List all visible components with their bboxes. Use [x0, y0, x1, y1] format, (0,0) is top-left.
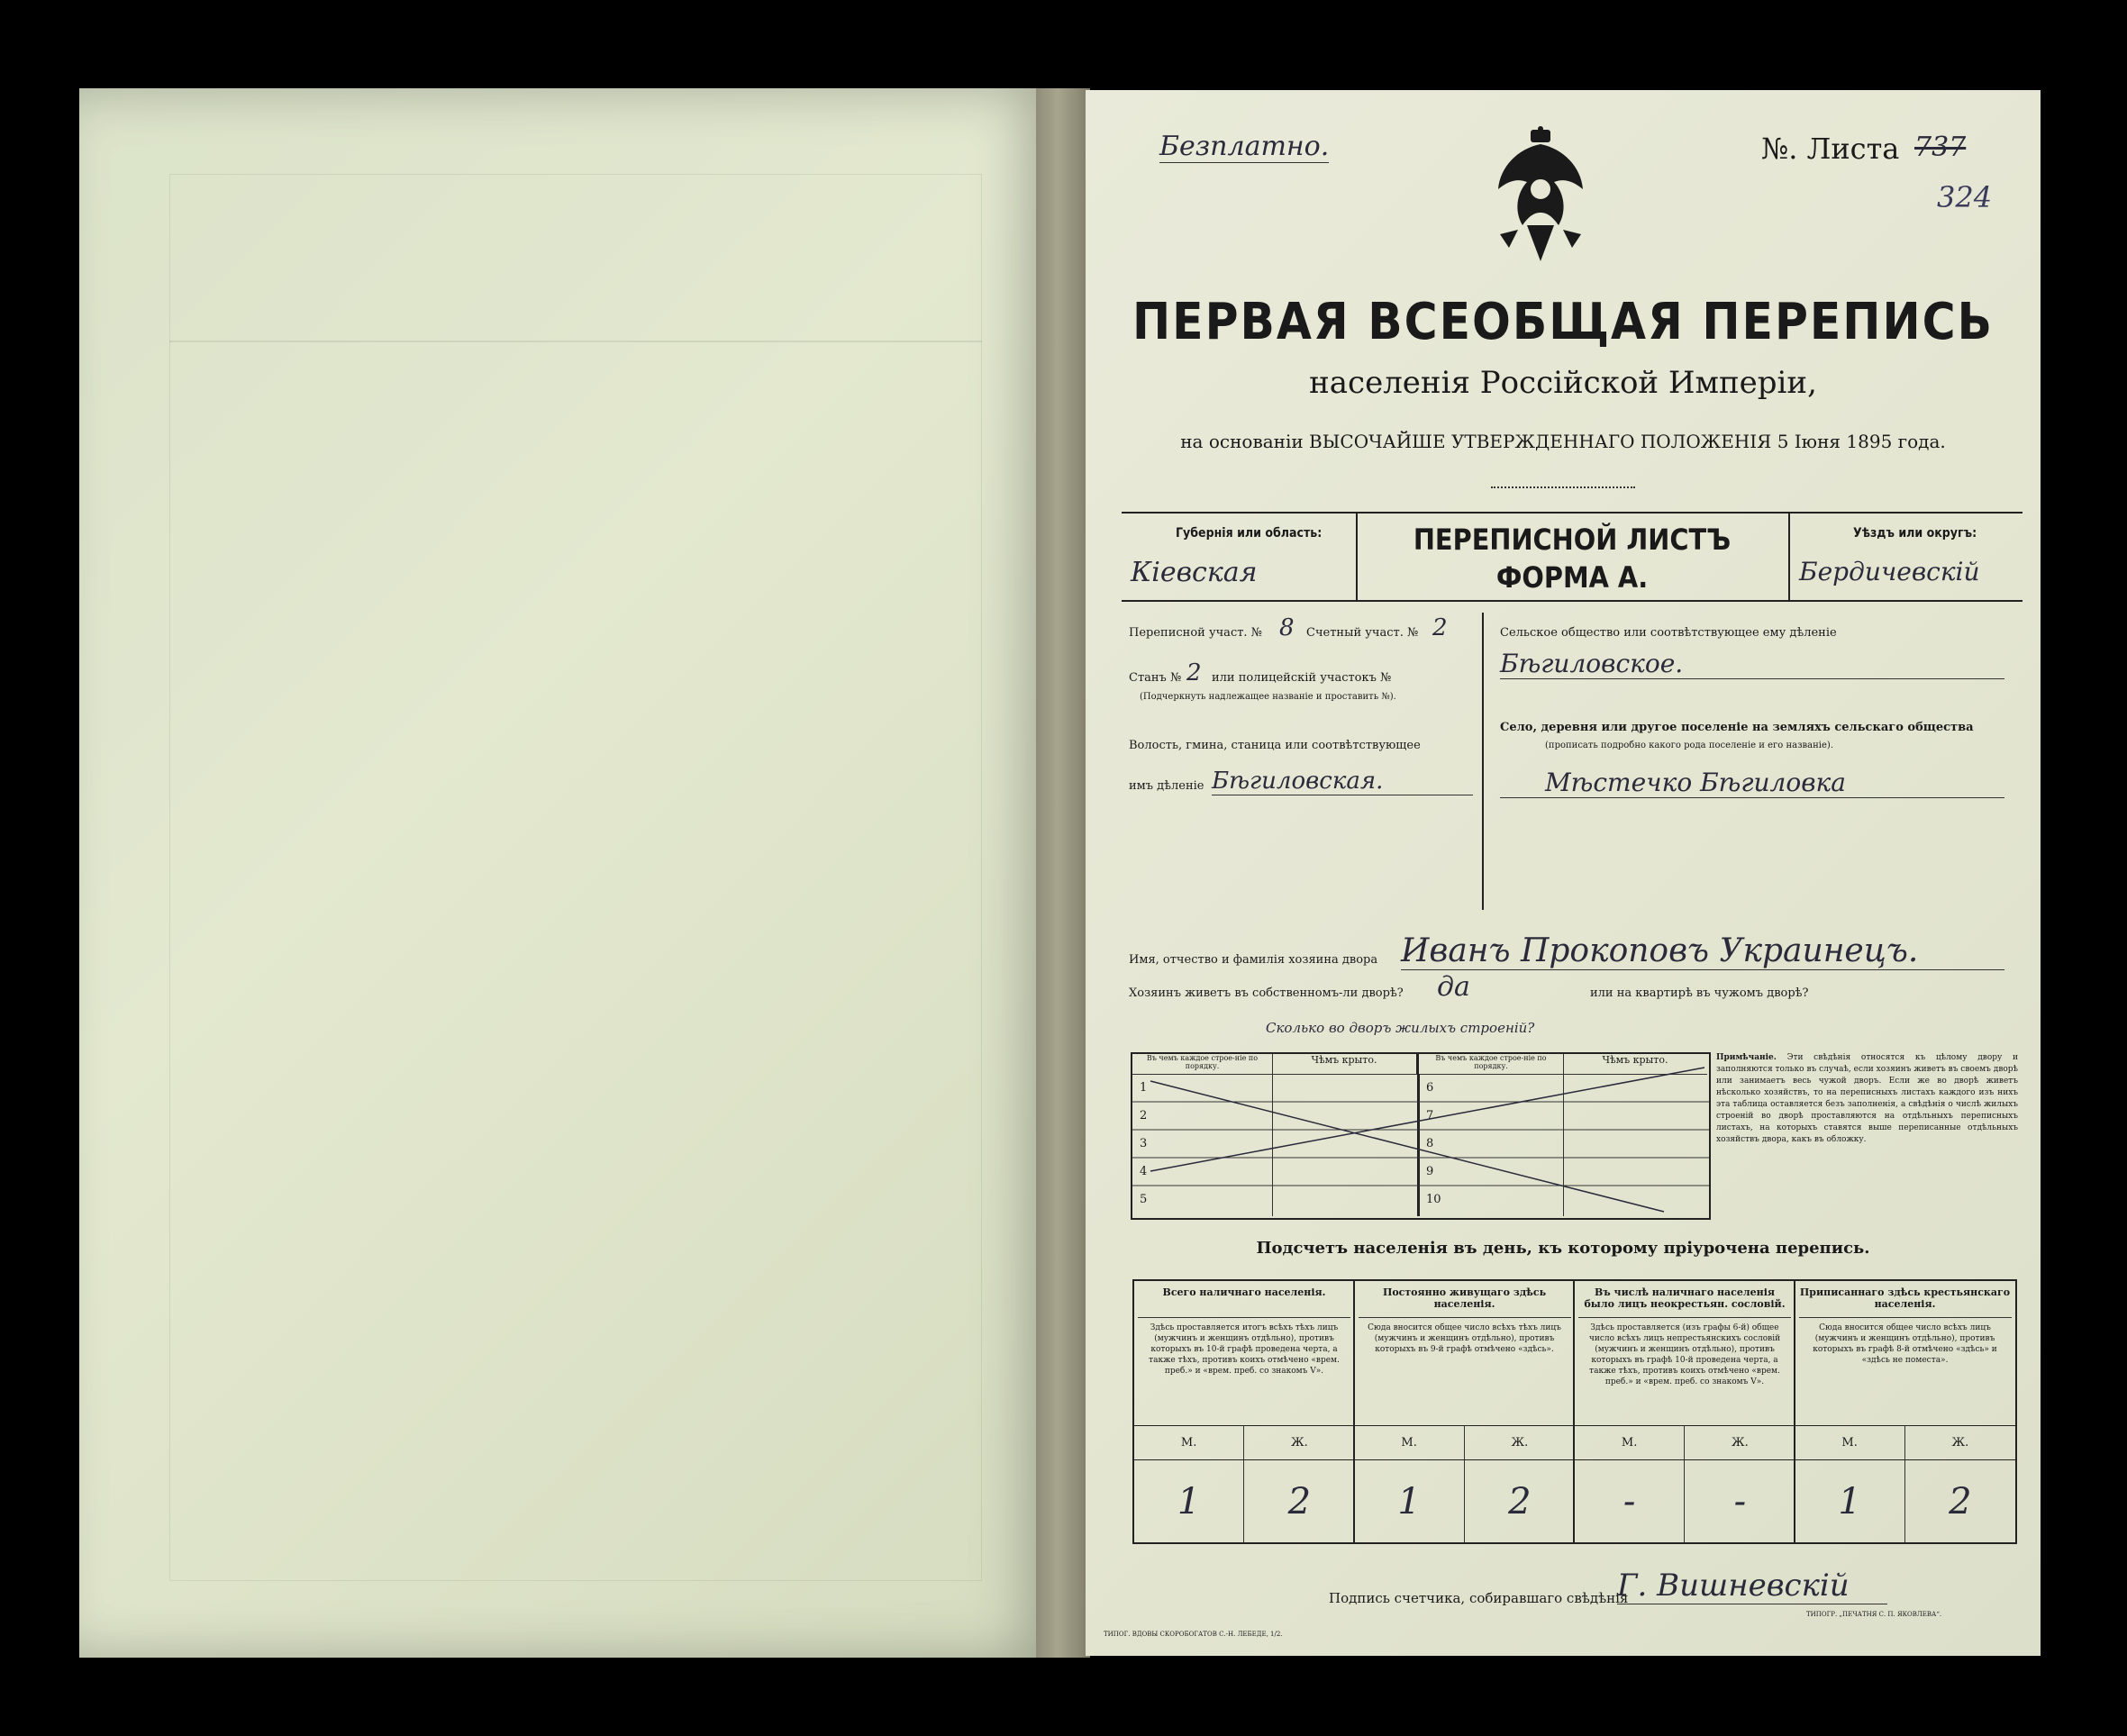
ornament-divider: [1491, 486, 1635, 488]
population-group-desc: Здѣсь проставляется (изъ графы 6-й) общее число всѣхъ лицъ непрестьянскихъ сословій (мужчинъ и женщинъ отдѣльно), противъ которыхъ въ графѣ 10-й проведена черта, а также тѣхъ, противъ коихъ отмѣчено «врем. преб.» и «врем. преб. со знакомъ V».: [1588, 1323, 1781, 1386]
owns-value: да: [1437, 971, 1470, 1003]
sheet-title: ПЕРЕПИСНОЙ ЛИСТЪ: [1413, 523, 1732, 557]
signature-value: Г. Вишневскій: [1617, 1568, 1887, 1604]
volost-label: Волость, гмина, станица или соотвѣтствующее: [1129, 739, 1421, 752]
owner-label: Имя, отчество и фамилія хозяина двора: [1129, 953, 1378, 967]
village-note: (прописать подробно какого рода поселеніе и его названіе).: [1545, 741, 1833, 750]
population-group-title: Всего наличнаго населенія.: [1138, 1286, 1350, 1318]
book-spine: [1036, 88, 1090, 1658]
buildings-col2-header-left: Чѣмъ крыто.: [1272, 1054, 1419, 1075]
volost-value: Бѣгиловская.: [1212, 768, 1473, 795]
strike-through-lines: [1132, 1054, 1709, 1218]
note-text: Эти свѣдѣнія относятся къ цѣлому двору и заполняются только въ случаѣ, если хозяинъ живетъ въ своемъ дворѣ или занимаетъ весь чужой дворъ. Если же во дворѣ живетъ нѣсколько хозяйствъ, то на переписныхъ листахъ каждого изъ нихъ эта таблица оставляется безъ заполненія, а свѣдѣнія о числѣ жилыхъ строеній во дворѣ проставляются на отдѣльныхъ переписныхъ листахъ, на которыхъ ставятся выше переписанные отдѣльныхъ хозяйствъ двора, какъ въ обложку.: [1716, 1053, 2018, 1144]
district-box: [1788, 514, 2024, 600]
owns-label: Хозяинъ живетъ въ собственномъ-ли дворѣ?: [1129, 986, 1404, 1000]
male-count: -: [1575, 1459, 1685, 1542]
free-label: Безплатно.: [1159, 131, 1330, 162]
ghost-rule: [169, 341, 982, 342]
basis-line: на основаніи ВЫСОЧАЙШЕ УТВЕРЖДЕННАГО ПОЛОЖЕНІЯ 5 Іюня 1895 года.: [1180, 431, 1946, 452]
building-row-4: 4: [1140, 1165, 1148, 1178]
male-column-header: М.: [1575, 1425, 1685, 1459]
male-count: 1: [1795, 1459, 1905, 1542]
sheet-number-value: 737: [1914, 132, 1967, 163]
male-column-header: М.: [1795, 1425, 1905, 1459]
form-header-box: [1122, 512, 2022, 602]
population-group: [1134, 1281, 1355, 1542]
signature-label: Подпись счетчика, собиравшаго свѣдѣнія: [1329, 1590, 1629, 1606]
village-value: Мѣстечко Бѣгиловка: [1500, 768, 2004, 798]
stan-value: 2: [1186, 659, 1202, 686]
form-label: ФОРМА А.: [1495, 560, 1649, 595]
building-row-5: 5: [1140, 1193, 1148, 1206]
population-heading: Подсчетъ населенія въ день, къ которому пріурочена перепись.: [1256, 1239, 1870, 1258]
census-area-label: Переписной участ. №: [1129, 626, 1262, 640]
building-row-6: 6: [1426, 1081, 1434, 1095]
village-label: Село, деревня или другое поселеніе на земляхъ сельскаго общества: [1500, 721, 1974, 734]
province-value: Кіевская: [1131, 557, 1258, 588]
society-value: Бѣгиловское.: [1500, 649, 2004, 679]
building-row-8: 8: [1426, 1137, 1434, 1150]
female-count: 2: [1905, 1459, 2015, 1542]
owner-value: Иванъ Прокоповъ Украинецъ.: [1401, 932, 2004, 970]
census-sheet: [1086, 90, 2041, 1656]
female-count: -: [1685, 1459, 1795, 1542]
district-label: Уѣздъ или округъ:: [1853, 526, 1977, 541]
printer-left: ТИПОГ. ВДОВЫ СКОРОБОГАТОВ С.-Н. ЛЕБЕДЕ, 1/2.: [1104, 1631, 1283, 1638]
district-value: Бердичевскій: [1799, 557, 1980, 586]
building-row-10: 10: [1426, 1193, 1441, 1206]
page-subtitle: населенія Россійской Имперіи,: [1309, 365, 1817, 401]
note-title: Примѣчаніе.: [1716, 1053, 1777, 1062]
address-divider: [1482, 613, 1484, 910]
building-row-1: 1: [1140, 1081, 1148, 1095]
counting-area-value: 2: [1432, 614, 1448, 641]
society-label: Сельское общество или соотвѣтствующее ему дѣленіе: [1500, 626, 1837, 640]
population-table: [1132, 1279, 2017, 1544]
buildings-label: Сколько во дворъ жилыхъ строеній?: [1266, 1020, 1535, 1036]
female-column-header: Ж.: [1685, 1425, 1795, 1459]
female-count: 2: [1465, 1459, 1575, 1542]
population-group-desc: Здѣсь проставляется итогъ всѣхъ тѣхъ лицъ (мужчинъ и женщинъ отдѣльно), противъ которыхъ въ 10-й графѣ проведена черта, а также тѣхъ, противъ коихъ отмѣчено «врем. преб.» и «врем. преб. со знакомъ V».: [1149, 1323, 1340, 1376]
male-column-header: М.: [1355, 1425, 1465, 1459]
stan-label: Станъ №: [1129, 671, 1182, 685]
population-group-title: Постоянно живущаго здѣсь населенія.: [1359, 1286, 1571, 1318]
ghost-print: [169, 174, 982, 1581]
buildings-note: [1716, 1052, 2018, 1146]
population-group-title: Въ числѣ наличнаго населенія было лицъ неокрестьян. сословій.: [1578, 1286, 1791, 1318]
building-row-9: 9: [1426, 1165, 1434, 1178]
stan-suffix: или полицейскій участокъ №: [1212, 671, 1392, 685]
building-row-2: 2: [1140, 1109, 1148, 1122]
building-row-7: 7: [1426, 1109, 1434, 1122]
male-column-header: М.: [1134, 1425, 1244, 1459]
female-column-header: Ж.: [1905, 1425, 2015, 1459]
population-group-desc: Сюда вносится общее число всѣхъ лицъ (мужчинъ и женщинъ отдѣльно), противъ которыхъ въ графѣ 8-й отмѣчено «здѣсь» и «здѣсь не поместа».: [1813, 1323, 1997, 1365]
population-group: [1575, 1281, 1795, 1542]
sheet-number-label: №. Листа: [1761, 132, 1900, 166]
imperial-eagle-icon: [1491, 126, 1590, 270]
stan-note: (Подчеркнуть надлежащее названіе и проставить №).: [1140, 692, 1396, 702]
buildings-table: [1131, 1052, 1711, 1220]
province-label: Губернія или область:: [1176, 526, 1323, 541]
rent-label: или на квартирѣ въ чужомъ дворѣ?: [1590, 986, 1809, 1000]
page-title: ПЕРВАЯ ВСЕОБЩАЯ ПЕРЕПИСЬ: [1132, 293, 1994, 351]
printer-right: ТИПОГР. „ПЕЧАТНЯ С. П. ЯКОВЛЕВА“.: [1806, 1611, 1942, 1618]
population-group: [1795, 1281, 2016, 1542]
buildings-col1-header-left: Въ чемъ каждое строе-ніе по порядку.: [1132, 1054, 1273, 1075]
male-count: 1: [1355, 1459, 1465, 1542]
province-box: [1122, 514, 1358, 600]
population-group: [1355, 1281, 1576, 1542]
left-page: [79, 88, 1052, 1658]
counting-area-label: Счетный участ. №: [1306, 626, 1419, 640]
female-column-header: Ж.: [1244, 1425, 1354, 1459]
census-area-value: 8: [1279, 614, 1295, 641]
population-group-desc: Сюда вносится общее число всѣхъ тѣхъ лицъ (мужчинъ и женщинъ отдѣльно), противъ которыхъ въ 9-й графѣ отмѣчено «здѣсь».: [1368, 1323, 1561, 1354]
male-count: 1: [1134, 1459, 1244, 1542]
female-column-header: Ж.: [1465, 1425, 1575, 1459]
building-row-3: 3: [1140, 1137, 1148, 1150]
buildings-col2-header-right: Чѣмъ крыто.: [1563, 1054, 1707, 1075]
volost-label-2: имъ дѣленіе: [1129, 779, 1204, 793]
buildings-col1-header-right: Въ чемъ каждое строе-ніе по порядку.: [1419, 1054, 1564, 1075]
female-count: 2: [1244, 1459, 1354, 1542]
archive-number: 324: [1937, 180, 1993, 214]
population-group-title: Приписаннаго здѣсь крестьянскаго населенія.: [1799, 1286, 2012, 1318]
